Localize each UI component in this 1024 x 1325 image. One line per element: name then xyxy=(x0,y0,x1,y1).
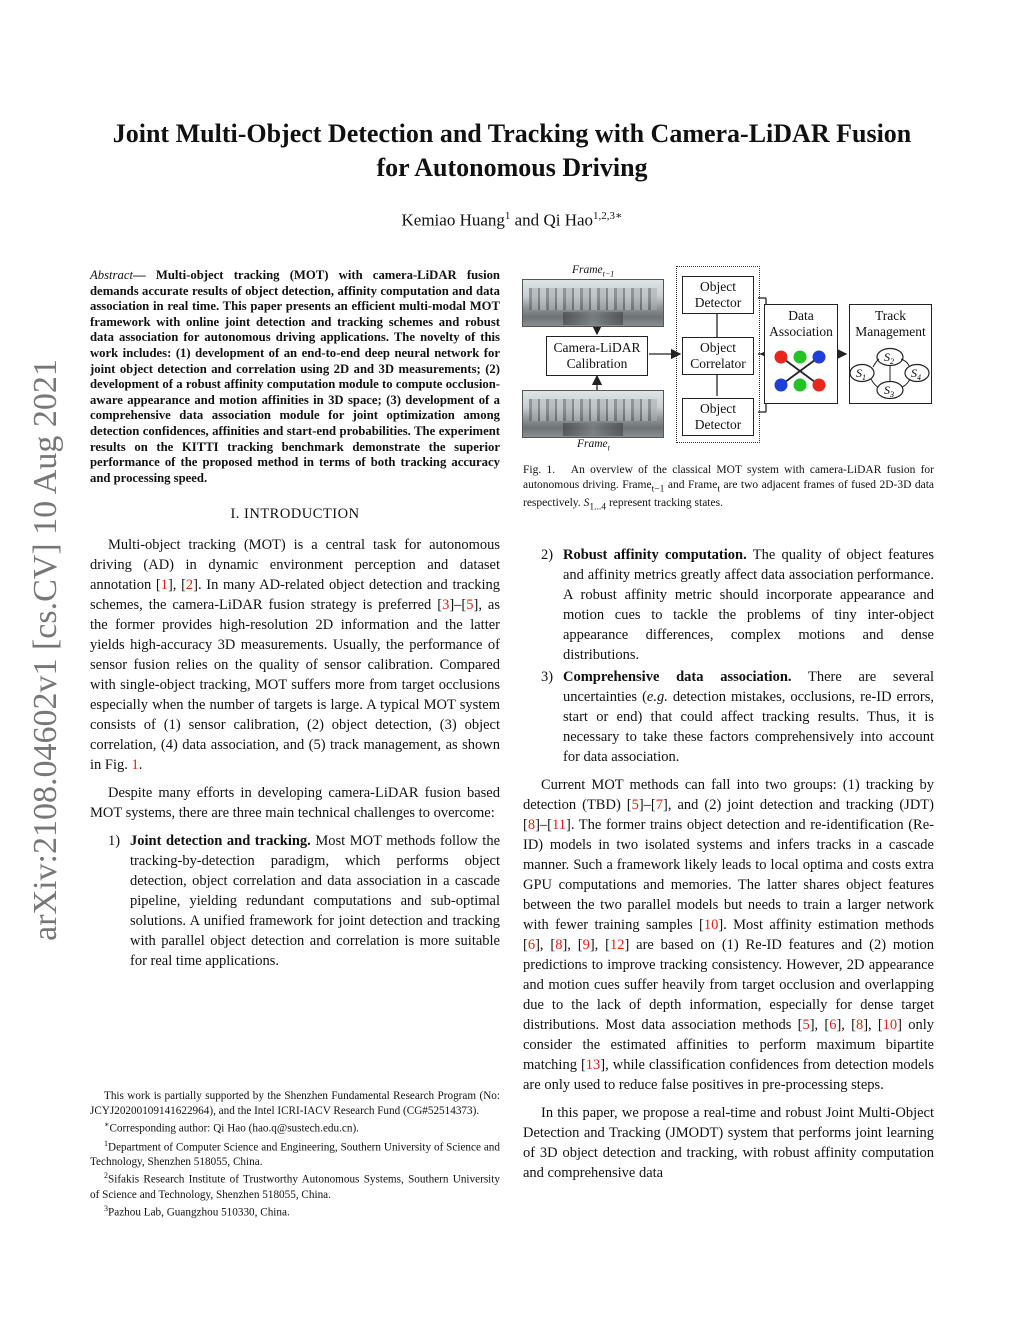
association-matching-diagram xyxy=(764,346,838,396)
section-heading-introduction: I. INTRODUCTION xyxy=(230,506,360,523)
figure-1 xyxy=(522,262,936,458)
frame-label-current: Frame$_t$ xyxy=(577,438,610,453)
citation-link[interactable]: 6 xyxy=(829,1017,837,1033)
caption-label: Fig. 1. xyxy=(523,464,556,476)
track-node-green xyxy=(794,351,807,364)
intro-paragraph-3: Current MOT methods can fall into two groups: (1) tracking by detection (TBD) [5]–[7], and (2) joint detection and tracking (JDT) [8]–[11]. The former trains object detection and re-identification (Re-ID) models in two isolated systems and infers tracks in a cascade manner. Such a framework likely leads to local optima and costs extra GPU computations and memories. The latter shares object features between the two parallel models but needs to train a larger network with fewer training samples [10]. Most affinity estimation methods [6], [8], [9], [12] are based on (1) Re-ID features and (2) motion predictions to improve tracking consistency. However, 2D appearance and motion cues suffer heavily from target occlusion and overlapping due to the lack of depth information, especially for dense target distributions. Most data association methods [5], [6], [8], [10] only consider the estimated affinities to perform maximum bipartite matching [13], while classification confidences from detection models are only used to reduce false positives in pre-processing steps. xyxy=(523,777,934,1093)
track-management-box: Track Management xyxy=(849,304,932,404)
state-s4-label: $S_4$ xyxy=(911,366,921,382)
footnote-affiliation-1: $^1$Department of Computer Science and Engineering, Southern University of Science and Technology, Shenzhen 518055, China. xyxy=(90,1138,500,1168)
challenge-list xyxy=(90,831,500,971)
footnote-affiliation-3: $^3$Pazhou Lab, Guangzhou 510330, China. xyxy=(104,1204,290,1220)
state-s3-label: $S_3$ xyxy=(884,383,894,399)
abstract-label: Abstract xyxy=(90,268,133,282)
citation-link[interactable]: 8 xyxy=(855,1017,864,1033)
citation-link[interactable]: 11 xyxy=(552,817,566,833)
citation-link[interactable]: 7 xyxy=(655,797,664,813)
figure-link[interactable]: 1 xyxy=(131,757,139,774)
state-s1-label: $S_1$ xyxy=(856,366,866,382)
abstract xyxy=(90,268,500,486)
citation-link[interactable]: 12 xyxy=(609,937,625,953)
list-item: 2) Robust affinity computation. The quality of object features and affinity metrics greatly affect data association performance. A robust affinity metric should incorporate appearance and motion cues to tackle the problems of tiny inter-object appearance differences, complex motions and dense distributions. xyxy=(541,547,934,663)
camera-lidar-calibration-box: Camera-LiDAR Calibration xyxy=(546,336,648,376)
author-2: Qi Hao xyxy=(543,210,594,230)
citation-link[interactable]: 13 xyxy=(585,1057,601,1073)
author-connector: and xyxy=(514,210,540,230)
citation-link[interactable]: 6 xyxy=(527,937,536,953)
citation-link[interactable]: 9 xyxy=(582,937,590,953)
data-association-box: Data Association xyxy=(764,304,838,404)
citation-link[interactable]: 5 xyxy=(631,797,639,813)
intro-paragraph-1: Multi-object tracking (MOT) is a central task for autonomous driving (AD) in dynamic environment perception and dataset annotation [1], [2]. In many AD-related object detection and tracking schemes, the camera-LiDAR fusion strategy is preferred [3]–[5], as the former provides high-resolution 2D information and the latter yields high-accuracy 3D measurements. Usually, the performance of sensor fusion relies on the quality of sensor calibration. Compared with single-object tracking, MOT suffers more from target occlusions especially when the number of targets is large. A typical MOT system consists of (1) sensor calibration, (2) object detection, (3) object correlation, (4) data association, and (5) track management, as shown in Fig. 1. xyxy=(90,537,500,774)
citation-link[interactable]: 8 xyxy=(527,817,536,833)
object-detector-box-top: Object Detector xyxy=(682,276,754,314)
camera-lidar-image-previous xyxy=(522,279,664,327)
citation-link[interactable]: 2 xyxy=(185,577,194,594)
title-line-2: for Autonomous Driving xyxy=(376,153,648,182)
left-column xyxy=(90,268,500,979)
track-node-blue xyxy=(813,351,826,364)
footnotes xyxy=(90,1089,500,1221)
footnote-affiliation-2: $^2$Sifakis Research Institute of Trustworthy Autonomous Systems, Southern University of Science and Technology, Shenzhen 518055, China. xyxy=(90,1171,500,1201)
citation-link[interactable]: 3 xyxy=(442,597,450,614)
track-node-red xyxy=(775,351,788,364)
intro-paragraph-2: Despite many efforts in developing camera-LiDAR fusion based MOT systems, there are three main technical challenges to overcome: xyxy=(90,785,500,822)
citation-link[interactable]: 5 xyxy=(466,597,474,614)
frame-label-previous: Frame$_{t-1}$ xyxy=(572,264,615,279)
intro-paragraph-4: In this paper, we propose a real-time and robust Joint Multi-Object Detection and Tracking (JMODT) system that performs joint learning of 3D object detection and tracking, with robust affinity computation and comprehensive data xyxy=(523,1105,934,1181)
funding-note: This work is partially supported by the Shenzhen Fundamental Research Program (No: JCYJ20200109141622964), and the Intel ICRI-IACV Research Fund (CG#52514373). xyxy=(90,1090,500,1117)
author-2-affil: 1,2,3∗ xyxy=(593,210,623,222)
citation-link[interactable]: 8 xyxy=(555,937,563,953)
paper-title xyxy=(60,117,964,185)
object-detector-box-bottom: Object Detector xyxy=(682,398,754,436)
object-correlator-box: Object Correlator xyxy=(682,337,754,375)
detection-node-green xyxy=(794,379,807,392)
citation-link[interactable]: 10 xyxy=(703,917,719,933)
right-column xyxy=(523,545,934,1191)
abstract-text: — Multi-object tracking (MOT) with camera-LiDAR fusion demands accurate results of object detection, affinity computation and data association in real time. This paper presents an efficient multi-modal MOT framework with online joint detection and tracking schemes and robust data association for autonomous driving applications. The novelty of this work includes: (1) development of an end-to-end deep neural network for joint object detection and correlation using 2D and 3D measurements; (2) development of a robust affinity computation module to compute occlusion-aware appearance and motion affinities in 3D space; (3) development of a comprehensive data association module for joint optimization among detection confidences, affinities and start-end probabilities. The experiment results on the KITTI tracking benchmark demonstrate the superior performance of the proposed method in terms of both tracking accuracy and processing speed. xyxy=(90,268,500,485)
camera-lidar-image-current xyxy=(522,390,664,438)
challenge-list-continued xyxy=(523,545,934,767)
title-line-1: Joint Multi-Object Detection and Tracking with Camera-LiDAR Fusion xyxy=(112,119,912,148)
detection-node-red xyxy=(813,379,826,392)
citation-link[interactable]: 1 xyxy=(160,577,168,594)
citation-link[interactable]: 5 xyxy=(802,1017,810,1033)
author-1: Kemiao Huang xyxy=(401,210,505,230)
tracking-state-diagram xyxy=(849,344,932,402)
list-item: 3) Comprehensive data association. There are several uncertainties (e.g. detection mistakes, occlusions, re-ID errors, start or end) that could affect tracking results. Thus, it is necessary to take these factors comprehensively into account for data association. xyxy=(541,669,934,765)
author-line xyxy=(0,209,1024,231)
arxiv-identifier: arXiv:2108.04602v1 [cs.CV] 10 Aug 2021 xyxy=(27,359,64,941)
detection-node-blue xyxy=(775,379,788,392)
citation-link[interactable]: 10 xyxy=(882,1017,898,1033)
figure-1-caption: Fig. 1. An overview of the classical MOT system with camera-LiDAR fusion for autonomous driving. Frame$_{t-1}$ and Frame$_t$ are two adjacent frames of fused 2D-3D data respectively. $S_{1...4}$ represent tracking states. xyxy=(523,464,935,513)
list-item: 1) Joint detection and tracking. Most MOT methods follow the tracking-by-detection paradigm, which performs object detection, object correlation and data association in a cascade pipeline, yielding redundant computations and sub-optimal solutions. A unified framework for joint detection and tracking with parallel object detection and correlation is more suitable for real time applications. xyxy=(108,833,501,970)
author-1-affil: 1 xyxy=(504,210,511,222)
state-s2-label: $S_2$ xyxy=(884,350,894,366)
footnote-corresponding: ∗Corresponding author: Qi Hao (hao.q@sustech.edu.cn). xyxy=(104,1120,359,1135)
